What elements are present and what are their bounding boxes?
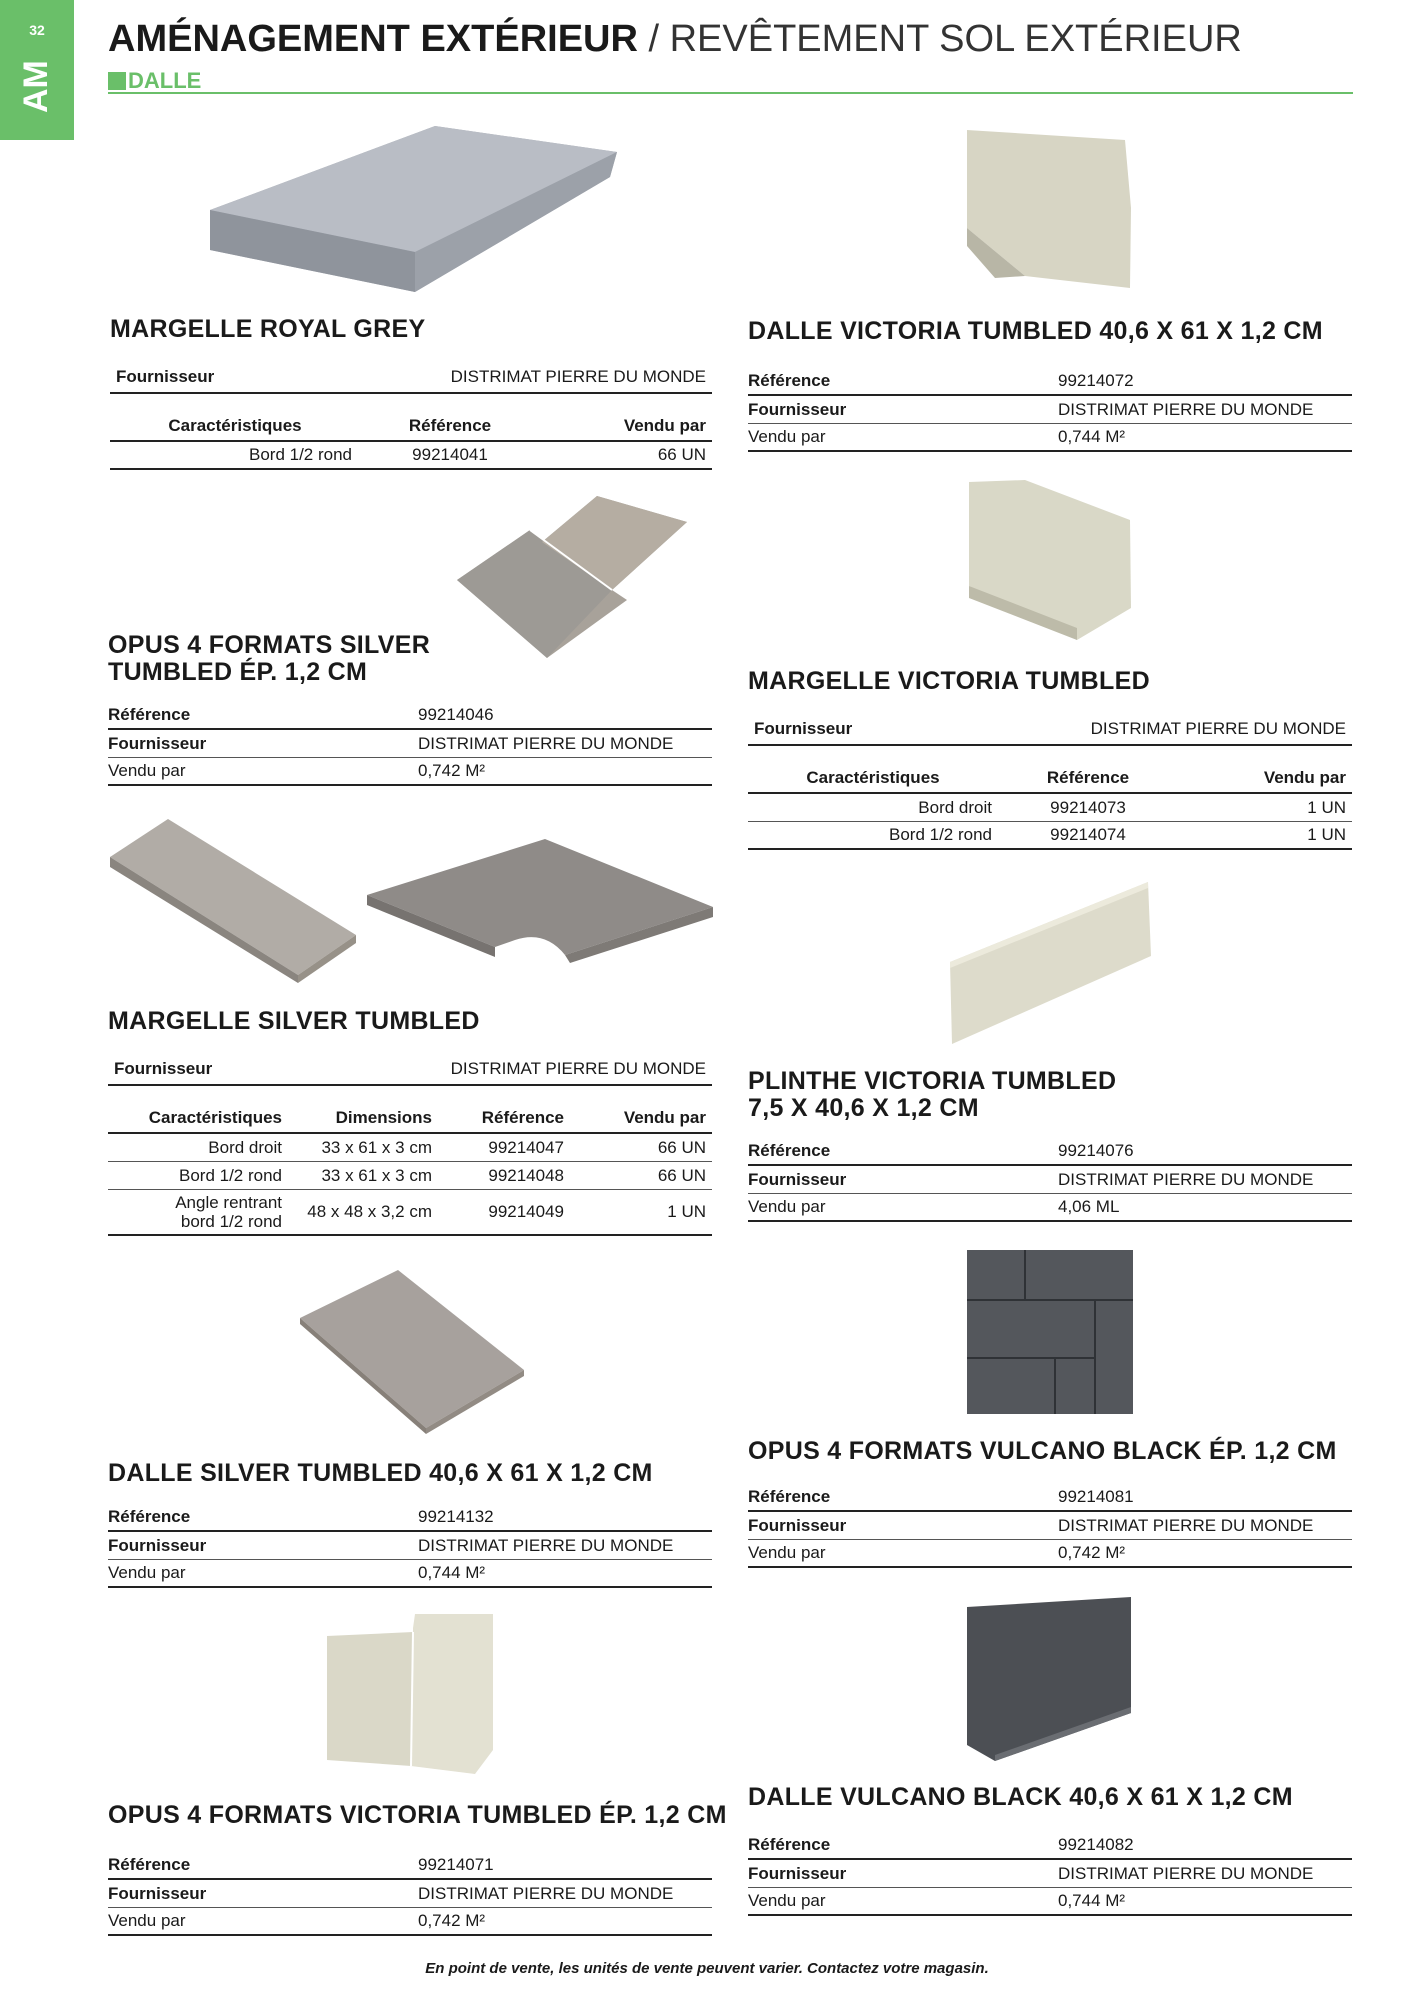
supplier-value: DISTRIMAT PIERRE DU MONDE [1058, 1515, 1314, 1535]
vendu-row [748, 1888, 1352, 1916]
cell-carac-line1: Angle rentrant [175, 1193, 282, 1212]
vendu-label: Vendu par [108, 1911, 186, 1930]
vendu-label: Vendu par [748, 1891, 826, 1910]
ref-row [108, 702, 712, 730]
col-vendu: Vendu par [623, 1108, 706, 1127]
cell-vendu: 1 UN [1307, 825, 1346, 844]
col-dim: Dimensions [335, 1108, 432, 1127]
cell-carac: Bord droit [208, 1137, 282, 1157]
ref-value: 99214132 [418, 1507, 494, 1526]
ref-label: Référence [748, 1487, 831, 1506]
cell-ref: 99214074 [1050, 825, 1126, 844]
ref-value: 99214082 [1058, 1835, 1134, 1854]
product-title-line2: 7,5 X 40,6 X 1,2 CM [748, 1094, 979, 1122]
cell-carac: Bord 1/2 rond [888, 825, 992, 844]
col-ref: Référence [1046, 768, 1130, 787]
supplier-value: DISTRIMAT PIERRE DU MONDE [1058, 399, 1314, 419]
supplier-row [748, 1512, 1352, 1540]
ref-label: Référence [108, 1507, 191, 1526]
vendu-row [108, 1560, 712, 1588]
supplier-label: Fournisseur [114, 1059, 213, 1078]
supplier-label: Fournisseur [116, 367, 215, 386]
section-header [108, 68, 1353, 94]
ref-value: 99214072 [1058, 371, 1134, 390]
table-header [110, 412, 712, 442]
ref-value: 99214046 [418, 705, 494, 724]
supplier-value: DISTRIMAT PIERRE DU MONDE [1058, 1169, 1314, 1189]
supplier-value: DISTRIMAT PIERRE DU MONDE [450, 1059, 706, 1078]
col-vendu: Vendu par [623, 416, 706, 435]
product-table [108, 1852, 712, 1936]
section-marker [108, 72, 126, 90]
vendu-row [108, 758, 712, 786]
cell-carac: Bord 1/2 rond [178, 1165, 282, 1185]
ref-row [108, 1504, 712, 1532]
col-ref: Référence [481, 1108, 564, 1127]
cell-carac: Bord 1/2 rond [248, 445, 352, 464]
supplier-label: Fournisseur [748, 1169, 847, 1189]
table-row [108, 1190, 712, 1236]
cell-dim: 48 x 48 x 3,2 cm [307, 1202, 432, 1221]
cell-vendu: 66 UN [657, 1165, 706, 1185]
ref-row [108, 1852, 712, 1880]
product-image-dalle-silver [298, 1268, 526, 1436]
cell-carac: Bord droit [918, 797, 992, 817]
cell-vendu: 1 UN [1307, 797, 1346, 817]
vendu-value: 0,744 M² [1058, 1891, 1126, 1910]
product-table [108, 702, 712, 786]
product-image-dalle-victoria [965, 128, 1135, 296]
supplier-value: DISTRIMAT PIERRE DU MONDE [450, 367, 706, 386]
vendu-value: 0,742 M² [418, 761, 486, 780]
supplier-row [748, 1166, 1352, 1194]
supplier-value: DISTRIMAT PIERRE DU MONDE [1058, 1863, 1314, 1883]
cell-ref: 99214041 [412, 445, 488, 464]
cell-ref: 99214048 [488, 1165, 564, 1185]
vendu-row [748, 1540, 1352, 1568]
cell-vendu: 66 UN [657, 445, 706, 464]
vendu-label: Vendu par [108, 761, 186, 780]
product-image-margelle-silver-angle [365, 835, 715, 965]
page-title [108, 18, 1242, 61]
product-image-margelle-silver-straight [108, 815, 358, 985]
footer-note: En point de vente, les unités de vente peuvent varier. Contactez votre magasin. [425, 1960, 989, 1977]
cell-vendu: 1 UN [667, 1202, 706, 1221]
supplier-row [748, 714, 1352, 746]
table-row [110, 442, 712, 470]
product-title [748, 1068, 1116, 1122]
ref-row [748, 368, 1352, 396]
ref-label: Référence [748, 1835, 831, 1854]
ref-label: Référence [748, 1141, 831, 1160]
supplier-row [108, 1880, 712, 1908]
ref-row [748, 1832, 1352, 1860]
product-table [748, 714, 1352, 850]
ref-value: 99214081 [1058, 1487, 1134, 1506]
ref-label: Référence [748, 371, 831, 390]
product-title-line1: PLINTHE VICTORIA TUMBLED [748, 1067, 1117, 1095]
table-row [108, 1162, 712, 1190]
product-table [748, 1138, 1352, 1222]
product-table [108, 1054, 712, 1236]
vendu-label: Vendu par [748, 1543, 826, 1562]
table-header [748, 764, 1352, 794]
page-title-sub: / REVÊTEMENT SOL EXTÉRIEUR [648, 18, 1242, 60]
col-vendu: Vendu par [1263, 768, 1346, 787]
vendu-row [108, 1908, 712, 1936]
vendu-label: Vendu par [748, 427, 826, 446]
product-table [748, 1484, 1352, 1568]
vendu-value: 0,744 M² [418, 1563, 486, 1582]
supplier-row [748, 1860, 1352, 1888]
vendu-row [748, 1194, 1352, 1222]
section-label: DALLE [128, 68, 202, 93]
product-image-margelle-victoria [965, 478, 1135, 646]
ref-row [748, 1484, 1352, 1512]
supplier-label: Fournisseur [754, 719, 853, 738]
vendu-value: 4,06 ML [1058, 1197, 1120, 1216]
product-image-plinthe-victoria [948, 878, 1153, 1046]
table-row [108, 1134, 712, 1162]
ref-label: Référence [108, 1855, 191, 1874]
chapter-code: AM [17, 60, 55, 114]
product-image-opus-silver [452, 492, 692, 662]
product-title: MARGELLE SILVER TUMBLED [108, 1007, 480, 1035]
product-title [108, 632, 430, 686]
table-header [108, 1104, 712, 1134]
supplier-row [108, 1054, 712, 1086]
table-row [748, 794, 1352, 822]
product-table [748, 368, 1352, 452]
supplier-label: Fournisseur [108, 1883, 207, 1903]
cell-carac [108, 1193, 288, 1231]
product-table [108, 1504, 712, 1588]
vendu-label: Vendu par [748, 1197, 826, 1216]
cell-carac-line2: bord 1/2 rond [180, 1212, 282, 1231]
cell-dim: 33 x 61 x 3 cm [321, 1165, 432, 1185]
table-row [748, 822, 1352, 850]
supplier-label: Fournisseur [108, 1535, 207, 1555]
product-image-dalle-vulcano [965, 1595, 1135, 1763]
vendu-label: Vendu par [108, 1563, 186, 1582]
cell-ref: 99214073 [1050, 797, 1126, 817]
cell-ref: 99214049 [488, 1202, 564, 1221]
supplier-row [748, 396, 1352, 424]
page-number: 32 [29, 22, 45, 38]
supplier-label: Fournisseur [748, 399, 847, 419]
col-ref: Référence [408, 416, 492, 435]
product-title-line2: TUMBLED ÉP. 1,2 CM [108, 658, 368, 686]
product-image-opus-vulcano [965, 1248, 1135, 1416]
product-title: OPUS 4 FORMATS VULCANO BLACK ÉP. 1,2 CM [748, 1437, 1337, 1465]
supplier-value: DISTRIMAT PIERRE DU MONDE [418, 733, 674, 753]
col-carac: Caractéristiques [806, 768, 940, 787]
ref-label: Référence [108, 705, 191, 724]
vendu-value: 0,742 M² [1058, 1543, 1126, 1562]
cell-ref: 99214047 [488, 1137, 564, 1157]
vendu-value: 0,742 M² [418, 1911, 486, 1930]
supplier-label: Fournisseur [748, 1863, 847, 1883]
chapter-tab [0, 0, 74, 140]
ref-value: 99214071 [418, 1855, 494, 1874]
supplier-row [108, 730, 712, 758]
product-image-margelle-royal-grey [205, 122, 625, 297]
col-carac: Caractéristiques [148, 1108, 282, 1127]
ref-value: 99214076 [1058, 1141, 1134, 1160]
cell-dim: 33 x 61 x 3 cm [321, 1137, 432, 1157]
col-carac: Caractéristiques [168, 416, 302, 435]
supplier-label: Fournisseur [748, 1515, 847, 1535]
product-title: MARGELLE ROYAL GREY [110, 315, 426, 343]
supplier-value: DISTRIMAT PIERRE DU MONDE [418, 1883, 674, 1903]
supplier-label: Fournisseur [108, 733, 207, 753]
page-title-main: AMÉNAGEMENT EXTÉRIEUR [108, 18, 638, 60]
supplier-row [108, 1532, 712, 1560]
product-title: DALLE VICTORIA TUMBLED 40,6 X 61 X 1,2 CM [748, 317, 1323, 345]
supplier-value: DISTRIMAT PIERRE DU MONDE [418, 1535, 674, 1555]
product-title: MARGELLE VICTORIA TUMBLED [748, 667, 1150, 695]
product-title: DALLE SILVER TUMBLED 40,6 X 61 X 1,2 CM [108, 1459, 653, 1487]
supplier-row [110, 362, 712, 394]
supplier-value: DISTRIMAT PIERRE DU MONDE [1090, 719, 1346, 738]
product-table [110, 362, 712, 470]
ref-row [748, 1138, 1352, 1166]
vendu-value: 0,744 M² [1058, 427, 1126, 446]
product-title: OPUS 4 FORMATS VICTORIA TUMBLED ÉP. 1,2 CM [108, 1801, 727, 1829]
product-image-opus-victoria [325, 1610, 495, 1778]
product-title: DALLE VULCANO BLACK 40,6 X 61 X 1,2 CM [748, 1783, 1293, 1811]
vendu-row [748, 424, 1352, 452]
product-table [748, 1832, 1352, 1916]
product-title-line1: OPUS 4 FORMATS SILVER [108, 631, 431, 659]
cell-vendu: 66 UN [657, 1137, 706, 1157]
